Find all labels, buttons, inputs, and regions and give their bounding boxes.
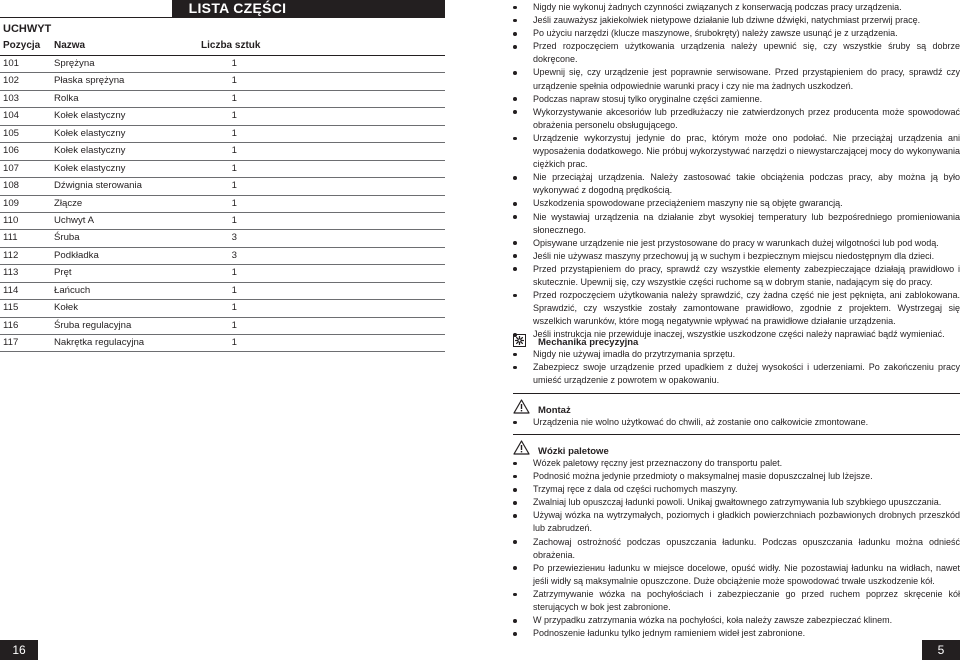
list-item-text: Zwalniaj lub opuszczaj ładunki powoli. Unikaj gwałtownego zatrzymywania lub szybkiego upuszczania. <box>533 497 942 508</box>
list-item <box>513 457 960 470</box>
bullet-icon <box>513 294 517 298</box>
list-item-text: Podnoszenie ładunku tylko jednym ramieniem wideł jest zabronione. <box>533 628 806 639</box>
part-name: Kołek elastyczny <box>54 145 126 157</box>
table-row <box>0 213 445 230</box>
list-item <box>513 536 960 562</box>
list-item-text: Zatrzymywanie wózka na pochyłościach i zabezpieczanie go przed ruchem poprzez skręcenie kół sterujących w bok jest zabronione. <box>533 588 960 613</box>
bullet-icon <box>513 19 517 23</box>
bullet-icon <box>513 366 517 370</box>
bullet-icon <box>513 475 517 479</box>
bullet-icon <box>513 462 517 466</box>
pallet-trucks-title: Wózki paletowe <box>538 446 609 457</box>
part-name: Nakrętka regulacyjna <box>54 337 145 348</box>
page-number-left: 16 <box>0 640 38 660</box>
part-quantity: 1 <box>231 214 237 226</box>
part-name: Kołek elastyczny <box>54 162 126 174</box>
assembly-warning-list <box>513 416 960 429</box>
list-item-text: Nigdy nie wykonuj żadnych czynności związanych z konserwacją podczas pracy urządzenia. <box>533 2 902 12</box>
list-item <box>513 93 960 106</box>
part-position: 114 <box>3 284 19 296</box>
list-item <box>513 509 960 535</box>
part-position: 107 <box>3 162 20 174</box>
list-item-text: Jeśli instrukcja nie przewiduje inaczej, wszystkie uszkodzone części należy naprawiać bądź wymieniać. <box>533 329 945 340</box>
warning-triangle-icon <box>513 399 530 414</box>
part-position: 113 <box>3 267 19 279</box>
part-name: Śruba <box>54 232 80 244</box>
list-item-text: W przypadku zatrzymania wózka na pochyłości, koła należy zawsze zabezpieczać klinem. <box>533 615 893 626</box>
table-row <box>0 300 445 317</box>
column-header-quantity: Liczba sztuk <box>201 40 261 51</box>
part-position: 108 <box>3 180 20 192</box>
table-row <box>0 230 445 247</box>
part-name: Płaska sprężyna <box>54 75 125 87</box>
assembly-warning-title: Montaż <box>538 405 571 416</box>
list-item-text: Opisywane urządzenie nie jest przystosowane do pracy w warunkach dużej wilgotności lub pod wodą. <box>533 237 939 248</box>
list-item <box>513 40 960 66</box>
part-name: Łańcuch <box>54 284 91 296</box>
list-item-text: Jeśli nie używasz maszyny przechowuj ją w suchym i bezpiecznym miejscu niedostępnym dla dzieci. <box>533 250 935 261</box>
precision-mechanics-section <box>513 348 960 387</box>
table-row <box>0 248 445 265</box>
part-position: 109 <box>3 197 20 209</box>
part-name: Pręt <box>54 267 72 279</box>
part-quantity: 1 <box>231 58 237 69</box>
table-row <box>0 178 445 195</box>
precision-mechanics-list <box>513 348 960 387</box>
part-quantity: 1 <box>231 162 237 174</box>
part-name: Dźwignia sterowania <box>54 180 142 192</box>
column-header-position: Pozycja <box>3 40 41 51</box>
list-item-text: Przed rozpoczęciem użytkowania urządzenia należy upewnić się, czy wszystkie śruby są dobrze dokręcone. <box>533 41 960 65</box>
bullet-icon <box>513 488 517 492</box>
list-item-text: Podnosić można jedynie przedmioty o maksymalnej masie dopuszczalnej lub lżejsze. <box>533 471 873 482</box>
column-header-name: Nazwa <box>54 40 86 51</box>
list-item <box>513 588 960 614</box>
list-item-text: Urządzenia nie wolno użytkować do chwili, aż zostanie ono całkowicie zmontowane. <box>533 417 869 427</box>
bullet-icon <box>513 421 517 425</box>
table-row <box>0 126 445 143</box>
part-position: 101 <box>3 58 20 69</box>
part-position: 112 <box>3 249 19 261</box>
table-row <box>0 161 445 178</box>
table-row <box>0 56 445 73</box>
pallet-trucks-list <box>513 457 960 640</box>
part-quantity: 3 <box>231 232 237 244</box>
precision-mechanics-title: Mechanika precyzyjna <box>538 337 639 348</box>
part-name: Śruba regulacyjna <box>54 319 132 331</box>
list-item-text: Urządzenie wykorzystuj jedynie do prac, którym może ono podołać. Nie przeciążaj urządzenia ani wyposażenia dodatkowego. Nie próbuj wykorzystywać narzędzi o niewystarczającej mocy do wykonywania ciężkich prac. <box>533 132 960 170</box>
bullet-icon <box>513 97 517 101</box>
part-quantity: 1 <box>231 92 237 104</box>
header-line <box>0 17 445 18</box>
list-item <box>513 562 960 588</box>
warning-triangle-icon <box>513 440 530 455</box>
list-item-text: Jeśli zauważysz jakiekolwiek nietypowe działanie lub dziwne dźwięki, natychmiast przerwij pracę. <box>533 15 921 26</box>
table-row <box>0 91 445 108</box>
table-row <box>0 318 445 335</box>
table-row <box>0 143 445 160</box>
list-item <box>513 211 960 237</box>
list-item <box>513 27 960 40</box>
part-quantity: 1 <box>231 302 237 314</box>
list-item <box>513 483 960 496</box>
bullet-icon <box>513 137 517 141</box>
gear-icon <box>513 334 526 347</box>
bullet-icon <box>513 6 517 10</box>
list-item-text: Wykorzystywanie akcesoriów lub przedłużaczy nie zatwierdzonych przez producenta może spowodować obrażenia personelu obsługującego. <box>533 106 960 130</box>
list-item <box>513 263 960 289</box>
list-item-text: Upewnij się, czy urządzenie jest poprawnie serwisowane. Przed przystąpieniem do pracy, sprawdź czy urządzenie spełnia odpowiednie warunki pracy i czy nie ma żadnych uszkodzeń. <box>533 67 960 91</box>
part-quantity: 3 <box>231 249 237 261</box>
table-row <box>0 265 445 282</box>
bullet-icon <box>513 514 517 518</box>
list-item-text: Wózek paletowy ręczny jest przeznaczony do transportu palet. <box>533 458 783 468</box>
table-row <box>0 73 445 90</box>
assembly-warning-section <box>513 416 960 429</box>
bullet-icon <box>513 45 517 49</box>
part-name: Sprężyna <box>54 58 95 69</box>
part-name: Złącze <box>54 197 83 209</box>
list-item <box>513 627 960 640</box>
bullet-icon <box>513 267 517 271</box>
list-item-text: Po użyciu narzędzi (klucze maszynowe, śrubokręty) należy zawsze usunąć je z urządzenia. <box>533 28 898 39</box>
list-item-text: Trzymaj ręce z dala od części ruchomych maszyny. <box>533 484 738 495</box>
list-item <box>513 171 960 197</box>
list-item <box>513 614 960 627</box>
pallet-trucks-section <box>513 457 960 640</box>
bullet-icon <box>513 593 517 597</box>
bullet-icon <box>513 176 517 180</box>
table-row <box>0 335 445 352</box>
part-position: 105 <box>3 127 20 139</box>
parts-table-body <box>0 55 445 352</box>
part-quantity: 1 <box>231 197 237 209</box>
parts-list-title: LISTA CZĘŚCI <box>188 0 287 16</box>
list-item <box>513 470 960 483</box>
part-position: 102 <box>3 75 20 87</box>
part-position: 116 <box>3 319 19 331</box>
part-position: 106 <box>3 145 20 157</box>
part-position: 103 <box>3 92 20 104</box>
list-item-text: Zachowaj ostrożność podczas opuszczania ładunku. Podczas opuszczania ładunku można odnieść obrażenia. <box>533 536 960 560</box>
bullet-icon <box>513 202 517 206</box>
list-item <box>513 416 960 429</box>
part-name: Kołek elastyczny <box>54 110 126 122</box>
part-quantity: 1 <box>231 145 237 157</box>
part-name: Rolka <box>54 92 79 104</box>
list-item-text: Przed rozpoczęciem użytkowania należy sprawdzić, czy żadna część nie jest pęknięta, ani zablokowana. Sprawdzić, czy wszystkie zostały zamontowane prawidłowo, zgodnie z projektem. Wystrzegaj się wszelkich warunków, które mogą negatywnie wpływać na prawidłowe działanie urządzenia. <box>533 290 960 327</box>
list-item-text: Uszkodzenia spowodowane przeciążeniem maszyny nie są objęte gwarancją. <box>533 198 843 209</box>
part-quantity: 1 <box>231 319 237 331</box>
list-item <box>513 106 960 132</box>
list-item <box>513 496 960 509</box>
bullet-icon <box>513 110 517 114</box>
part-position: 111 <box>3 232 18 244</box>
list-item <box>513 132 960 171</box>
section-divider <box>513 434 960 435</box>
page-number-right: 5 <box>922 640 960 660</box>
list-item-text: Nigdy nie używaj imadła do przytrzymania sprzętu. <box>533 349 736 359</box>
part-position: 110 <box>3 214 19 226</box>
list-item-text: Używaj wózka na wytrzymałych, poziomych i gładkich powierzchniach pozbawionych drobnych przeszkód lub zabrudzeń. <box>533 510 960 534</box>
list-item-text: Podczas napraw stosuj tylko oryginalne części zamienne. <box>533 93 763 104</box>
list-item <box>513 14 960 27</box>
brand-name: UCHWYT <box>3 23 52 35</box>
bullet-icon <box>513 619 517 623</box>
part-quantity: 1 <box>231 110 237 122</box>
table-row <box>0 196 445 213</box>
bullet-icon <box>513 501 517 505</box>
table-row <box>0 283 445 300</box>
part-quantity: 1 <box>231 127 237 139</box>
bullet-icon <box>513 566 517 570</box>
part-name: Kołek elastyczny <box>54 127 126 139</box>
list-item <box>513 237 960 250</box>
bullet-icon <box>513 254 517 258</box>
list-item-text: Po przewieziениu ładunku w miejsce docelowe, opuść widły. Nie pozostawiaj ładunku na widłach, nawet jeśli widły są maksymalnie opuszczone. Duże obciążenie może spowodować trwałe uszkodzenie kół. <box>533 562 960 586</box>
part-position: 104 <box>3 110 20 122</box>
list-item <box>513 348 960 361</box>
general-safety-rules <box>513 1 960 341</box>
bullet-icon <box>513 215 517 219</box>
part-quantity: 1 <box>231 180 237 192</box>
section-divider <box>513 393 960 394</box>
bullet-icon <box>513 32 517 36</box>
part-name: Kołek <box>54 302 78 314</box>
part-quantity: 1 <box>231 75 237 87</box>
part-position: 115 <box>3 302 19 314</box>
part-quantity: 1 <box>231 284 237 296</box>
bullet-icon <box>513 540 517 544</box>
general-rules-list <box>513 1 960 341</box>
list-item <box>513 250 960 263</box>
part-quantity: 1 <box>231 337 237 348</box>
part-name: Podkładka <box>54 249 99 261</box>
list-item <box>513 1 960 14</box>
bullet-icon <box>513 353 517 357</box>
part-quantity: 1 <box>231 267 237 279</box>
list-item-text: Zabezpiecz swoje urządzenie przed upadkiem z dużej wysokości i uderzeniami. Po zakończeniu pracy umieść urządzenie z powrotem w opakowaniu. <box>533 362 960 386</box>
table-row <box>0 108 445 125</box>
list-item-text: Przed przystąpieniem do pracy, sprawdź czy wszystkie elementy zabezpieczające działają prawidłowo i skutecznie. Upewnij się, czy wszystkie części ruchome są w dobrym stanie, nadającym się do pracy. <box>533 263 960 287</box>
list-item <box>513 66 960 92</box>
list-item-text: Nie wystawiaj urządzenia na działanie zbyt wysokiej temperatury lub bezpośredniego promieniowania słonecznego. <box>533 211 960 235</box>
part-name: Uchwyt A <box>54 214 94 226</box>
list-item-text: Nie przeciążaj urządzenia. Należy zastosować takie obciążenia podczas pracy, aby można ją było wykonywać z dogodną prędkością. <box>533 172 960 196</box>
list-item <box>513 197 960 210</box>
bullet-icon <box>513 71 517 75</box>
list-item <box>513 361 960 387</box>
bullet-icon <box>513 632 517 636</box>
part-position: 117 <box>3 337 19 348</box>
list-item <box>513 289 960 328</box>
bullet-icon <box>513 241 517 245</box>
